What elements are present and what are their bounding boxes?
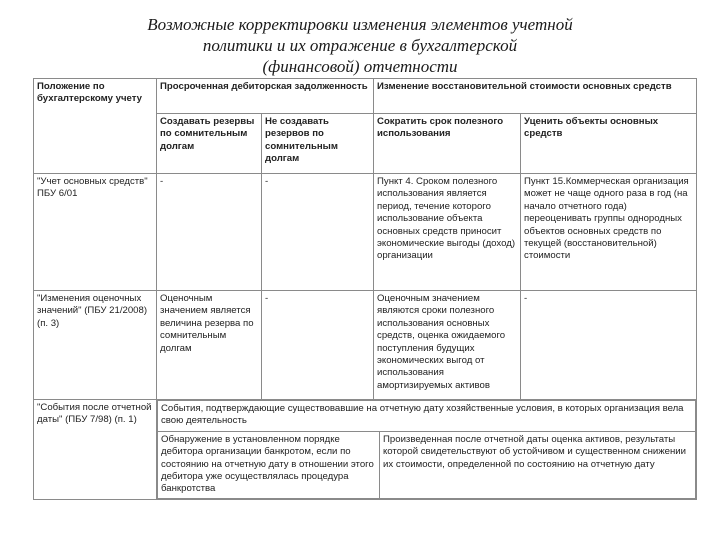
row-1-pbu: "Учет основных средств" ПБУ 6/01 [34, 174, 157, 291]
row-1-markdown-assets: Пункт 15.Коммерческая организация может не чаще одного раза в год (на начало отчетного года) переоценивать группы однородных объектов основных средств по текущей (восстановительной) стоимости [521, 174, 697, 291]
row-3-debtor-bankruptcy: Обнаружение в установленном порядке дебитора организации банкротом, если по состоянию на отчетную дату в отношении этого дебитора уже осуществлялась процедура банкротства [158, 431, 380, 498]
row-2-markdown-assets: - [521, 291, 697, 400]
subheader-markdown-assets: Уценить объекты основных средств [521, 114, 697, 174]
subheader-create-reserves: Создавать резервы по сомнительным долгам [157, 114, 262, 174]
header-pbu: Положение по бухгалтерскому учету [34, 79, 157, 174]
row-3-inner-table [157, 400, 696, 499]
row-2-no-reserves: - [262, 291, 374, 400]
row-2-pbu: "Изменения оценочных значений" (ПБУ 21/2008) (п. 3) [34, 291, 157, 400]
subheader-shorten-life: Сократить срок полезного использования [374, 114, 521, 174]
row-3-confirming-events: События, подтверждающие существовавшие на отчетную дату хозяйственные условия, в которых организация вела свою деятельность [158, 401, 696, 432]
header-row [34, 79, 697, 114]
row-3-pbu: "События после отчетной даты" (ПБУ 7/98) (п. 1) [34, 400, 157, 500]
row-1-no-reserves: - [262, 174, 374, 291]
row-2-create-reserves: Оценочным значением является величина резерва по сомнительным долгам [157, 291, 262, 400]
table-row [34, 291, 697, 400]
row-1-shorten-life: Пункт 4. Сроком полезного использования является период, течение которого использование объекта основных средств приносит экономические выгоды (доход) организации [374, 174, 521, 291]
accounting-policy-table [33, 78, 697, 500]
row-3-asset-valuation: Произведенная после отчетной даты оценка активов, результаты которой свидетельствуют об устойчивом и существенном снижении их стоимости, определенной по состоянию на отчетную дату [380, 431, 696, 498]
title-line-3: (финансовой) отчетности [262, 57, 458, 76]
table-row [34, 174, 697, 291]
slide-title [60, 14, 660, 77]
row-1-create-reserves: - [157, 174, 262, 291]
table-row [34, 400, 697, 500]
header-fixed-assets: Изменение восстановительной стоимости основных средств [374, 79, 697, 114]
row-3-events-cell [157, 400, 697, 500]
title-line-2: политики и их отражение в бухгалтерской [202, 36, 518, 55]
subheader-no-reserves: Не создавать резервов по сомнительным долгам [262, 114, 374, 174]
header-receivables: Просроченная дебиторская задолженность [157, 79, 374, 114]
title-line-1: Возможные корректировки изменения элементов учетной [147, 15, 573, 34]
row-2-shorten-life: Оценочным значением являются сроки полезного использования основных средств, оценка ожидаемого поступления будущих экономических выгод от использования амортизируемых активов [374, 291, 521, 400]
